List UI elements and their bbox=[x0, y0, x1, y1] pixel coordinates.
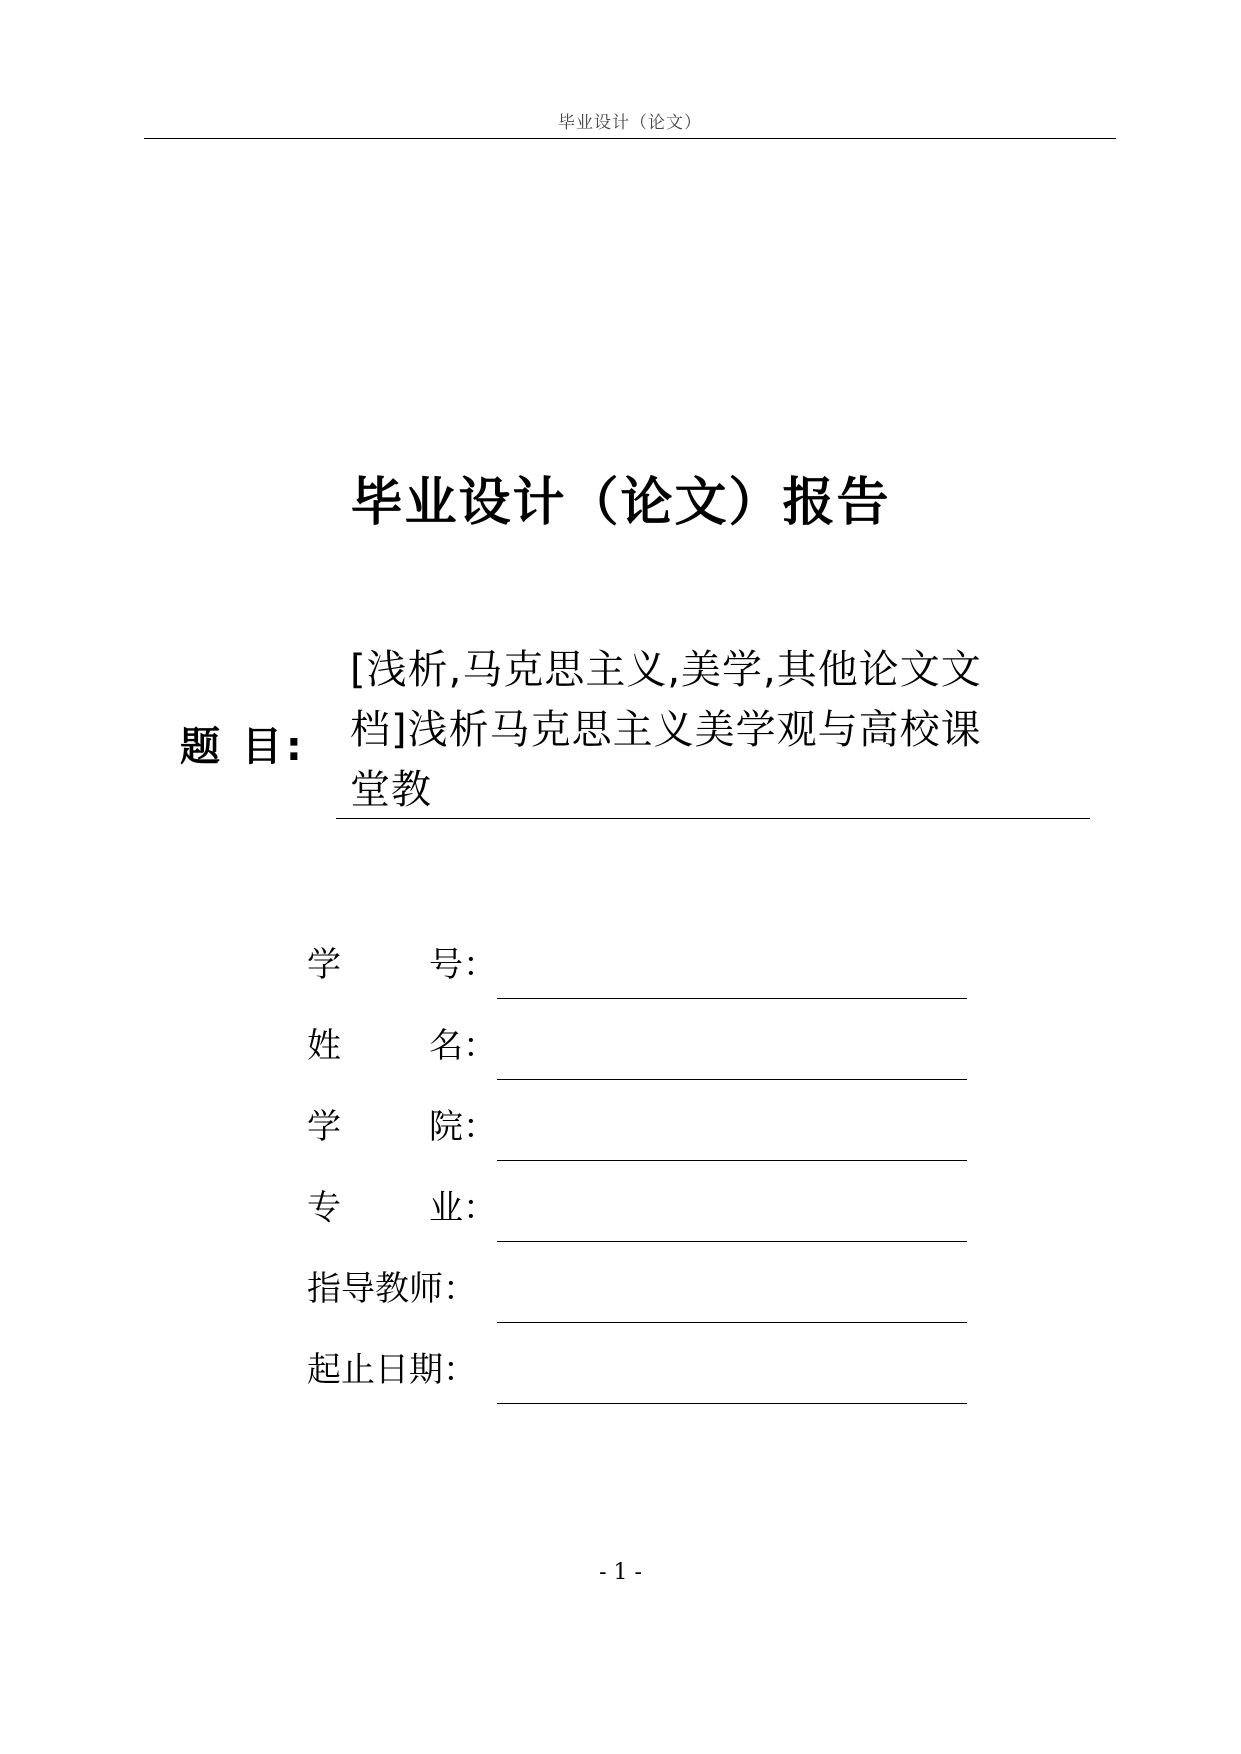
student-id-row bbox=[307, 940, 967, 1000]
header-text: 毕业设计（论文） bbox=[558, 113, 702, 133]
student-id-field[interactable] bbox=[497, 940, 967, 999]
topic-line: 档]浅析马克思主义美学观与高校课 bbox=[350, 707, 982, 753]
advisor-field[interactable] bbox=[497, 1264, 967, 1323]
student-id-label: 学 号： bbox=[307, 945, 497, 985]
date-range-row bbox=[307, 1345, 967, 1405]
topic-line: [浅析,马克思主义,美学,其他论文文 bbox=[350, 647, 982, 693]
topic-value bbox=[350, 640, 1090, 820]
topic-underline bbox=[336, 818, 1090, 819]
advisor-label: 指导教师： bbox=[307, 1269, 477, 1309]
page-number: - 1 - bbox=[599, 1560, 642, 1585]
page-title: 毕业设计（论文）报告 bbox=[350, 473, 891, 533]
name-label: 姓 名： bbox=[307, 1026, 497, 1066]
date-range-field[interactable] bbox=[497, 1345, 967, 1404]
college-label: 学 院： bbox=[307, 1107, 497, 1147]
major-row bbox=[307, 1183, 967, 1243]
advisor-row bbox=[307, 1264, 967, 1324]
major-field[interactable] bbox=[497, 1183, 967, 1242]
date-range-label: 起止日期： bbox=[307, 1350, 477, 1390]
college-field[interactable] bbox=[497, 1102, 967, 1161]
topic-label: 题 目: bbox=[180, 724, 306, 770]
name-row bbox=[307, 1021, 967, 1081]
college-row bbox=[307, 1102, 967, 1162]
major-label: 专 业： bbox=[307, 1188, 497, 1228]
page-header bbox=[144, 96, 1116, 139]
topic-line: 堂教 bbox=[350, 767, 432, 813]
name-field[interactable] bbox=[497, 1021, 967, 1080]
